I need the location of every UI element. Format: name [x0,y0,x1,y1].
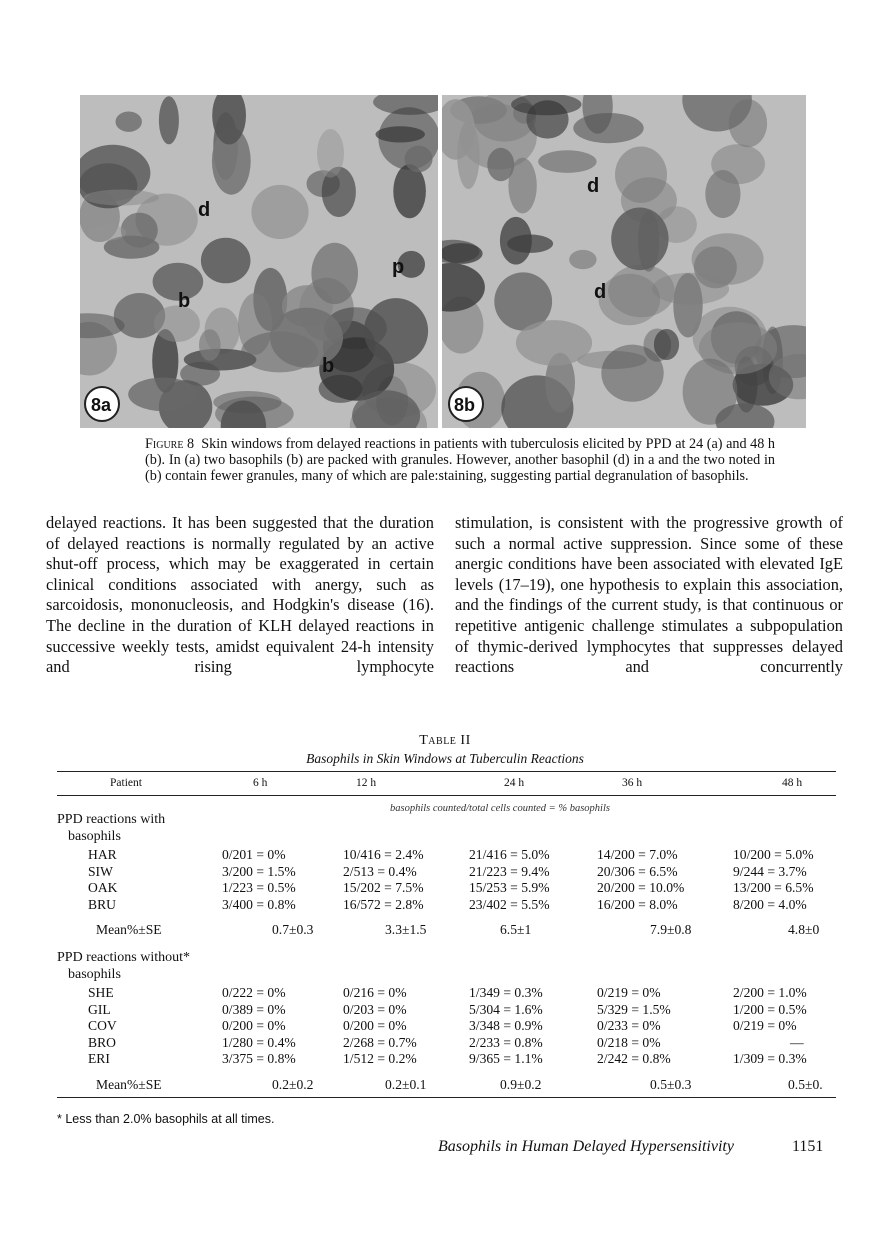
header-48h: 48 h [782,777,803,789]
figure-label-d: d [594,281,607,303]
group-title: basophils [68,967,121,982]
table-cell: 1/349 = 0.3% [469,985,543,1000]
figure-label-d: d [198,199,211,221]
table-cell: 15/253 = 5.9% [469,880,550,896]
table-cell: 9/244 = 3.7% [733,863,807,879]
mean-value: 0.9±0.2 [500,1077,542,1092]
table-cell: 0/216 = 0% [343,985,407,1000]
cell-shape [317,129,344,178]
table-cell: 0/222 = 0% [222,985,286,1000]
cell-shape [199,329,221,361]
body-paragraph: stimulation, is consistent with the progressive growth of such a normal active suppression. Since some of these anergic conditions have been associated with elevated IgE levels (17–19), one hypothesis to explain this association, and the findings of the current study, is that continuous or repetitive antigenic challenge stimulates a subpopulation of thymic-derived lymphocytes that suppresses delayed reactions and concurrently [455,513,843,677]
mean-value: 0.7±0.3 [272,922,314,938]
table-cell: 3/375 = 0.8% [222,1051,296,1067]
micrograph-image-b [442,95,806,428]
table-cell: 2/268 = 0.7% [343,1034,417,1050]
cell-shape [84,190,159,206]
cell-shape [159,96,179,144]
table-cell: 2/242 = 0.8% [597,1051,671,1067]
table-cell: 1/309 = 0.3% [733,1051,807,1067]
table-cell: 3/200 = 1.5% [222,863,296,879]
table-cell: 13/200 = 6.5% [733,880,814,896]
table-cell: 0/218 = 0% [597,1034,661,1050]
mean-value: 3.3±1.5 [385,922,427,938]
cell-shape [611,208,668,271]
mean-value: 0.5±0.3 [650,1077,692,1092]
cell-shape [615,147,667,203]
table-cell: 0/200 = 0% [343,1018,407,1034]
cell-shape [393,164,426,218]
cell-shape [311,243,358,304]
mean-value: 0.2±0.1 [385,1077,427,1092]
table-cell: 20/306 = 6.5% [597,863,678,879]
table-cell: 0/219 = 0% [733,1018,797,1034]
table-cell: 14/200 = 7.0% [597,847,678,862]
mean-label: Mean%±SE [96,922,162,938]
table-cell: 16/572 = 2.8% [343,896,424,912]
table-cell: 5/304 = 1.6% [469,1001,543,1017]
header-6h: 6 h [253,777,268,789]
figure-label-b: b [178,290,191,312]
table-cell: 2/513 = 0.4% [343,863,417,879]
table-cell: 0/233 = 0% [597,1018,661,1034]
table-cell: 20/200 = 10.0% [597,880,685,896]
caption-label: Figure 8 [145,436,195,452]
cell-shape [508,158,536,214]
cell-shape [705,170,740,218]
patient-id: OAK [88,880,118,896]
table-cell: 5/329 = 1.5% [597,1001,671,1017]
patient-id: SIW [88,863,113,879]
table-cell: 21/416 = 5.0% [469,847,550,862]
table-cell: 0/201 = 0% [222,847,286,862]
table-cell: 0/219 = 0% [597,985,661,1000]
table-bottom-rule [57,1097,836,1098]
cell-shape [364,298,428,364]
figure-caption [145,436,775,484]
cell-shape [673,273,702,337]
panel-badge-8b: 8b [454,395,476,415]
table-cell: 23/402 = 5.5% [469,896,550,912]
patient-id: GIL [88,1001,111,1017]
mean-value: 6.5±1 [500,922,532,938]
cell-shape [654,329,679,360]
table-cell: 16/200 = 8.0% [597,896,678,912]
cell-shape [88,225,127,241]
table-cell: 10/416 = 2.4% [343,847,424,862]
cell-shape [457,122,479,189]
micrograph-image-a [80,95,438,428]
body-column-right [455,513,843,678]
table-cell: 15/202 = 7.5% [343,880,424,896]
table-top-rule [57,771,836,772]
table-cell: 3/400 = 0.8% [222,896,296,912]
header-12h: 12 h [356,777,377,789]
cell-shape [507,235,553,253]
group-title: PPD reactions without* [57,950,190,965]
figure-label-d: d [587,175,600,197]
cell-shape [573,113,643,143]
cell-shape [442,243,483,264]
header-24h: 24 h [504,777,525,789]
table-title: Table II [419,733,471,748]
table-cell: — [790,1034,804,1050]
cell-shape [569,250,596,269]
table-cell: 2/200 = 1.0% [733,985,807,1000]
patient-id: BRU [88,896,116,912]
cell-shape [601,345,663,402]
figure-label-p: p [392,256,405,278]
table-cell: 1/200 = 0.5% [733,1001,807,1017]
caption-text: Skin windows from delayed reactions in patients with tuberculosis elicited by PPD at 24 (a) and 48 h (b). In (a) two basophils (b) are packed with granules. However, another basophil (d) in a and the two noted in (b) contain fewer granules, many of which are pale:staining, suggesting partial degranulation of basophils. [145,436,775,484]
cell-shape [201,238,251,284]
patient-id: COV [88,1018,117,1034]
mean-label: Mean%±SE [96,1077,162,1092]
table-cell: 0/200 = 0% [222,1018,286,1034]
cell-shape [251,185,308,239]
header-patient: Patient [110,777,142,789]
table-cell: 1/280 = 0.4% [222,1034,296,1050]
table-subtitle: Basophils in Skin Windows at Tuberculin Reactions [306,751,584,766]
panel-badge-8a: 8a [91,395,112,415]
table-cell: 0/203 = 0% [343,1001,407,1017]
group-title: PPD reactions with [57,812,166,827]
table-cell: 8/200 = 4.0% [733,896,807,912]
patient-id: SHE [88,985,114,1000]
group-title: basophils [68,829,121,844]
table-cell: 1/512 = 0.2% [343,1051,417,1067]
cell-shape [516,320,592,366]
cell-shape [442,263,485,312]
mean-value: 4.8±0 [788,922,820,938]
table-cell: 9/365 = 1.1% [469,1051,543,1067]
table-header-rule [57,795,836,796]
header-36h: 36 h [622,777,643,789]
body-paragraph: delayed reactions. It has been suggested that the duration of delayed reactions is normally regulated by an active shut-off process, which may be exaggerated in certain clinical conditions associated with anergy, such as sarcoidosis, mononucleosis, and Hodgkin's disease (16). The decline in the duration of KLH delayed reactions in successive weekly tests, amidst equivalent 24-h intensity and rising lymphocyte [46,513,434,677]
cell-shape [116,112,142,132]
running-title: Basophils in Human Delayed Hypersensitivity [438,1138,734,1155]
patient-id: BRO [88,1034,116,1050]
micrograph-panel-a [80,95,438,428]
mean-value: 0.5±0. [788,1077,823,1092]
table-cell: 21/223 = 9.4% [469,863,550,879]
micrograph-panel-b [442,95,806,428]
table-cell: 2/233 = 0.8% [469,1034,543,1050]
table-footnote: * Less than 2.0% basophils at all times. [57,1112,275,1126]
patient-id: ERI [88,1051,110,1067]
table-cell: 0/389 = 0% [222,1001,286,1017]
cell-shape [405,146,433,173]
patient-id: HAR [88,847,117,862]
figure-label-b: b [322,355,335,377]
cell-shape [538,150,596,173]
cell-shape [599,274,661,325]
cell-shape [154,305,200,342]
table-cell: 10/200 = 5.0% [733,847,814,862]
table-cell: 1/223 = 0.5% [222,880,296,896]
page-number: 1151 [792,1138,824,1155]
body-column-left [46,513,434,678]
mean-value: 0.2±0.2 [272,1077,314,1092]
mean-value: 7.9±0.8 [650,922,692,938]
cell-shape [128,378,197,412]
table-unit-note: basophils counted/total cells counted = % basophils [390,803,610,814]
table-cell: 3/348 = 0.9% [469,1018,543,1034]
